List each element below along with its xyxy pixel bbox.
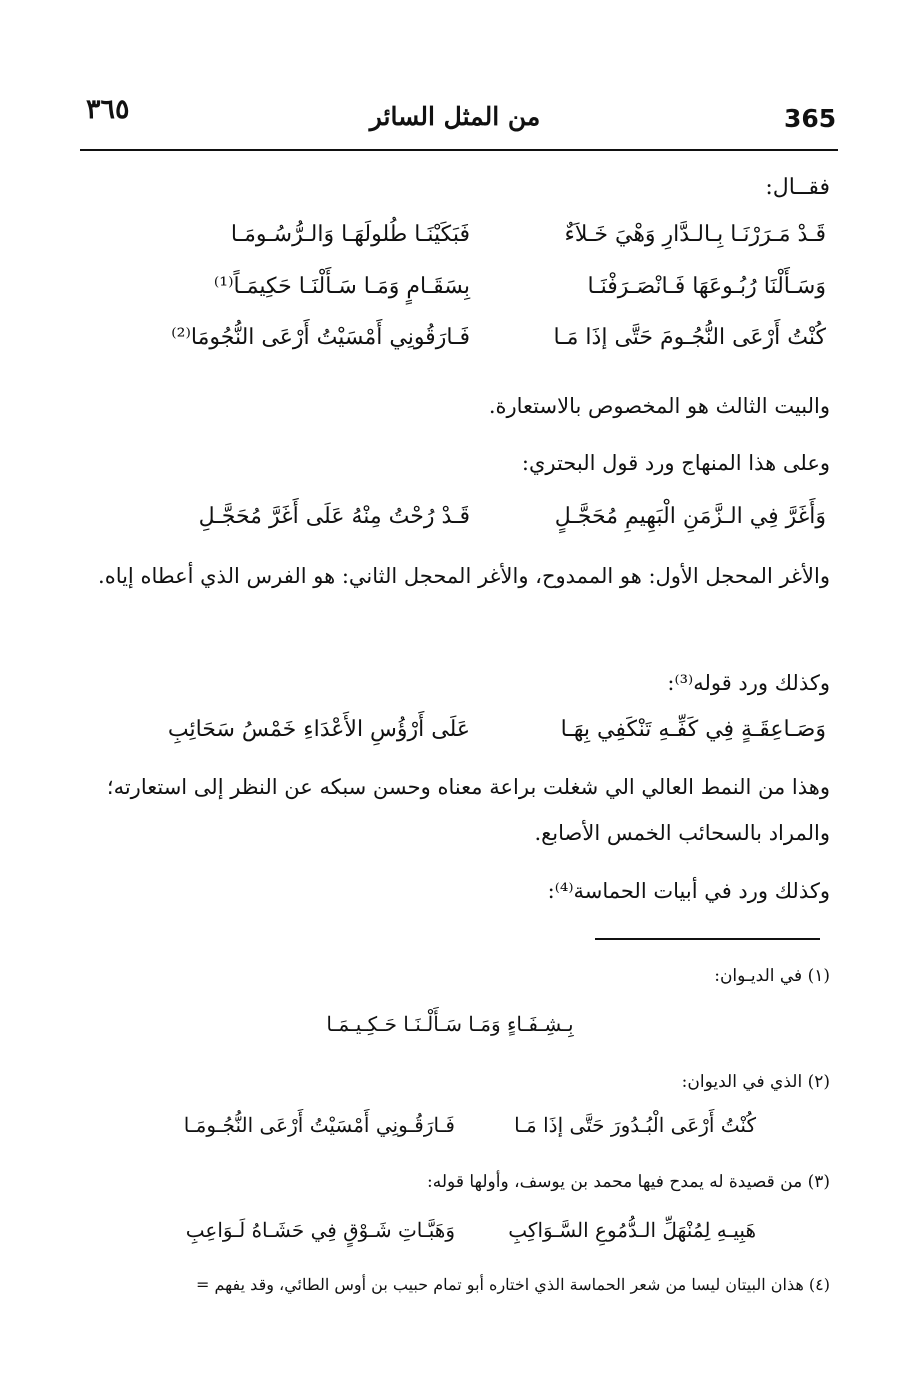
verse1-1-hemistich-2: فَبَكَيْنَـا طُلولَهَـا وَالـرُّسُـومَـا	[230, 222, 470, 247]
paragraph-5: وهذا من النمط العالي الي شغلت براعة معناه وحسن سبكه عن النظر إلى استعارته؛ والمراد بالسحائب الخمس الأصابع.	[106, 775, 830, 845]
verse1-2-hemistich-2: بِسَقَـامٍ وَمَـا سَـأَلْنَـا حَكِيمَـاً⁽¹⁾	[213, 274, 470, 299]
verse1-3-hemistich-1: كُنْتُ أَرْعَى النُّجُـومَ حَتَّى إذَا مَـا	[553, 325, 826, 350]
verse2-hemistich-2: قَـدْ رُحْتُ مِنْهُ عَلَى أَغَرَّ مُحَجَّـلِ	[198, 504, 470, 529]
paragraph-2: وعلى هذا المنهاج ورد قول البحتري:	[521, 451, 830, 475]
footnote-3-verse-hemistich-1: هَبِيـهِ لِمُنْهَلِّ الـدُّمُوعِ السَّـوَاكِبِ	[508, 1218, 756, 1242]
paragraph-4: وكذلك ورد قوله⁽³⁾:	[667, 671, 830, 695]
verse1-1-hemistich-1: قَـدْ مَـرَرْنَـا بِـالـدَّارِ وَهْيَ خَـلاَءٌ	[564, 222, 826, 247]
footnote-1-label: (١) في الديـوان:	[714, 966, 830, 986]
footnote-2-verse-hemistich-1: كُنْتُ أَرْعَى الْبُـدُورَ حَتَّى إذَا مَـا	[514, 1113, 756, 1137]
footnote-2-verse-hemistich-2: فَـارَقُـونِي أَمْسَيْتُ أَرْعَى النُّجُـومَـا	[183, 1113, 455, 1137]
paragraph-1: والبيت الثالث هو المخصوص بالاستعارة.	[488, 394, 830, 418]
header-rule	[80, 149, 838, 151]
footnote-rule	[595, 938, 820, 940]
verse1-2-hemistich-1: وَسَـأَلْنَا رُبُـوعَهَا فَـانْصَـرَفْنَـا	[587, 274, 826, 299]
footnote-2-label: (٢) الذي في الديوان:	[681, 1072, 830, 1092]
page-number-arabic: ٣٦٥	[86, 94, 130, 125]
verse3-hemistich-2: عَلَى أَرْؤُسِ الأَعْدَاءِ خَمْسُ سَحَائِبِ	[167, 717, 470, 742]
footnote-3-verse-hemistich-2: وَهَبَّـاتِ شَـوْقٍ فِي حَشَـاهُ لَـوَاعِبِ	[185, 1218, 455, 1242]
footnote-1-verse: بِـشِـفَـاءٍ وَمَـا سَـأَلْـنَـا حَـكِـيـمَـا	[326, 1012, 574, 1036]
footnote-3-label: (٣) من قصيدة له يمدح فيها محمد بن يوسف، وأولها قوله:	[427, 1172, 830, 1192]
footnote-4: (٤) هذان البيتان ليسا من شعر الحماسة الذي اختاره أبو تمام حبيب بن أوس الطائي، وقد يفهم =	[196, 1275, 830, 1294]
verse2-hemistich-1: وَأَغَرَّ فِي الـزَّمَنِ الْبَهِيمِ مُحَجَّـلٍ	[554, 504, 826, 529]
running-title: من المثل السائر	[369, 102, 541, 131]
paragraph-3: والأغر المحجل الأول: هو الممدوح، والأغر المحجل الثاني: هو الفرس الذي أعطاه إياه.	[98, 564, 830, 588]
page-number-latin: 365	[784, 104, 837, 133]
intro-line: فقــال:	[765, 175, 830, 200]
verse3-hemistich-1: وَصَـاعِقَـةٍ فِي كَفِّـهِ تَنْكَفِي بِهَـا	[560, 717, 826, 742]
paragraph-6: وكذلك ورد في أبيات الحماسة⁽⁴⁾:	[547, 879, 830, 903]
verse1-3-hemistich-2: فَـارَقُونِي أَمْسَيْتُ أَرْعَى النُّجُومَا⁽²⁾	[171, 325, 470, 350]
